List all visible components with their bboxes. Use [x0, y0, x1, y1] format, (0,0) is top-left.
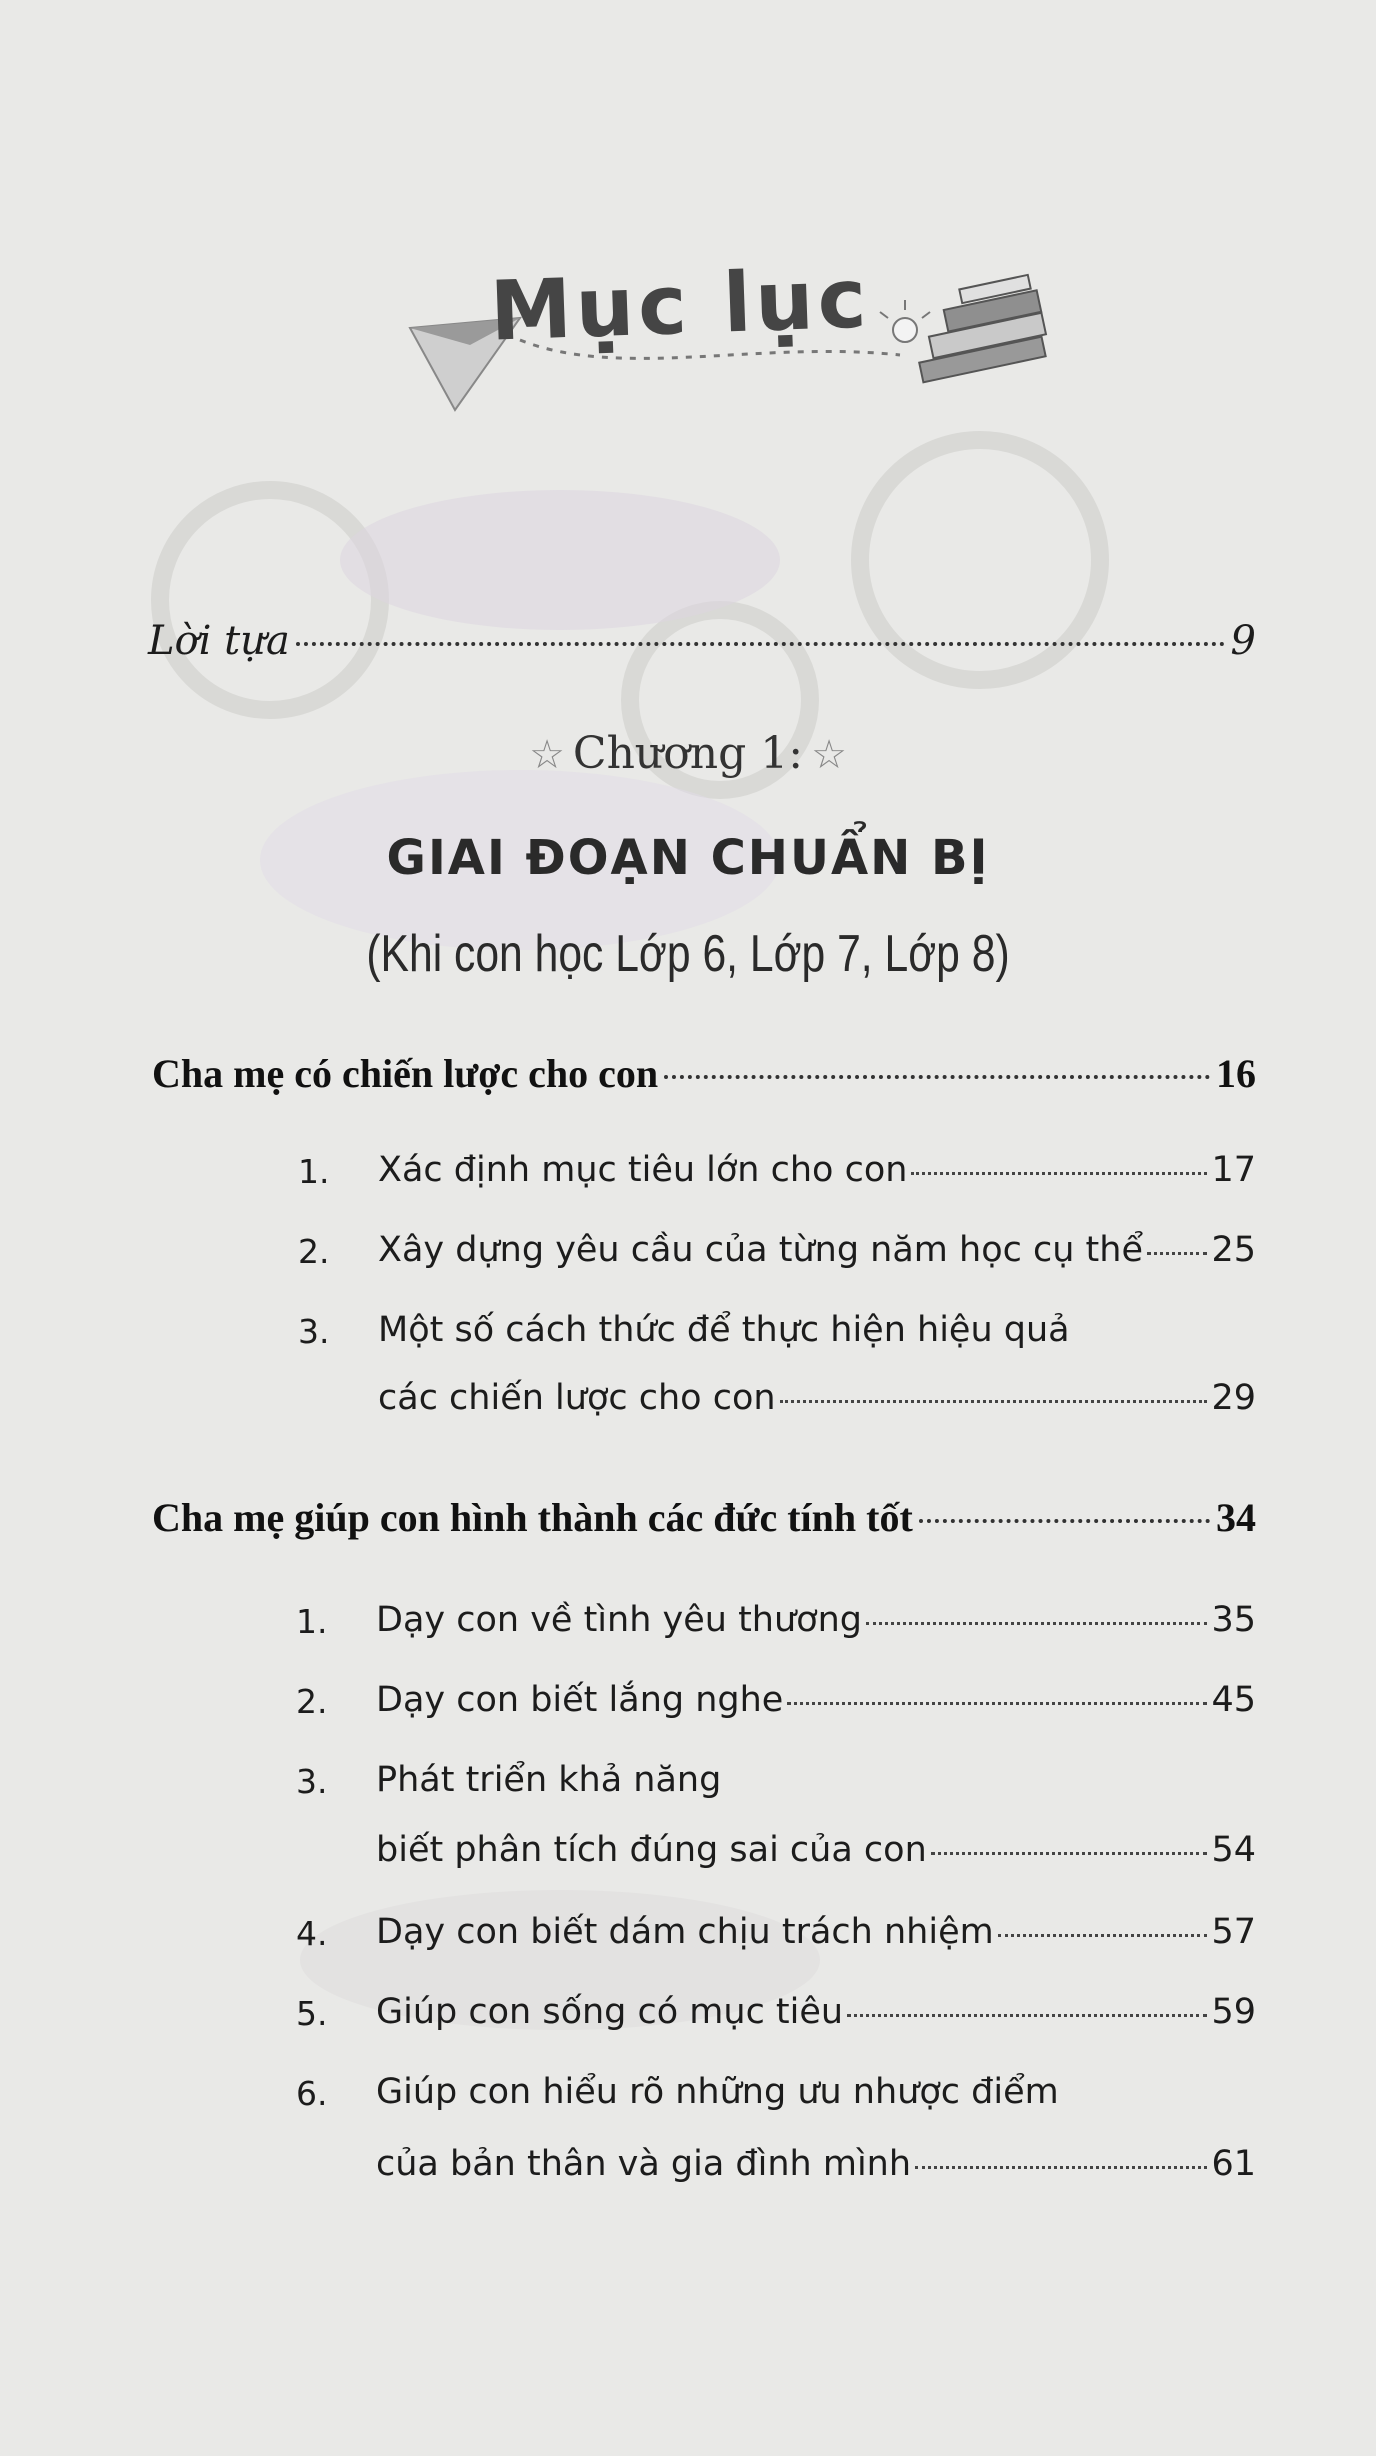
dot-leader	[780, 1400, 1208, 1403]
item-title-line: Phát triển khả năng	[376, 1760, 722, 1800]
toc-entry-preface[interactable]	[148, 618, 1256, 664]
chapter-subtitle: (Khi con học Lớp 6, Lớp 7, Lớp 8)	[366, 925, 1010, 983]
item-number: 3.	[296, 1762, 328, 1801]
toc-item[interactable]	[376, 2144, 1256, 2184]
item-title: của bản thân và gia đình mình	[376, 2144, 912, 2184]
toc-item[interactable]	[376, 1830, 1256, 1870]
page-number: 34	[1216, 1495, 1256, 1540]
item-number: 1.	[296, 1602, 328, 1641]
dot-leader	[911, 1172, 1207, 1175]
dot-leader	[664, 1075, 1210, 1079]
chapter-label: ☆ Chương 1: ☆	[529, 728, 847, 779]
page-number: 35	[1211, 1600, 1256, 1640]
toc-section[interactable]	[152, 1494, 1256, 1541]
page-number: 25	[1211, 1230, 1256, 1270]
toc-item[interactable]	[378, 1230, 1256, 1270]
page-number: 59	[1211, 1992, 1256, 2032]
item-number: 5.	[296, 1994, 328, 2033]
star-icon: ☆	[811, 732, 847, 778]
section-title: Cha mẹ có chiến lược cho con	[152, 1051, 659, 1096]
books-icon	[919, 275, 1046, 382]
item-number: 1.	[298, 1152, 330, 1191]
item-title: Dạy con về tình yêu thương	[376, 1600, 862, 1640]
lightbulb-icon	[880, 300, 930, 342]
page-number: 54	[1211, 1830, 1256, 1870]
page-number: 61	[1211, 2144, 1256, 2184]
item-number: 3.	[298, 1312, 330, 1351]
chapter-title: GIAI ĐOẠN CHUẨN BỊ	[386, 830, 990, 886]
section-title: Cha mẹ giúp con hình thành các đức tính tốt	[152, 1495, 913, 1540]
item-title: Giúp con sống có mục tiêu	[376, 1992, 844, 2032]
item-title-line: Giúp con hiểu rõ những ưu nhược điểm	[376, 2072, 1059, 2112]
item-title-line: Một số cách thức để thực hiện hiệu quả	[378, 1310, 1070, 1350]
toc-item[interactable]	[376, 1680, 1256, 1720]
item-number: 4.	[296, 1914, 328, 1953]
toc-item[interactable]	[376, 1912, 1256, 1952]
toc-section[interactable]	[152, 1050, 1256, 1097]
item-number: 2.	[298, 1232, 330, 1271]
dot-leader	[847, 2014, 1207, 2017]
page-number: 57	[1211, 1912, 1256, 1952]
page-number: 17	[1211, 1150, 1256, 1190]
toc-item[interactable]	[378, 1378, 1256, 1418]
dot-leader	[866, 1622, 1207, 1625]
item-title: Xây dựng yêu cầu của từng năm học cụ thể	[378, 1230, 1143, 1270]
page-number: 9	[1230, 618, 1256, 664]
toc-title: Mục lục	[488, 251, 872, 360]
page-number: 16	[1216, 1051, 1256, 1096]
item-number: 2.	[296, 1682, 328, 1721]
dot-leader	[931, 1852, 1208, 1855]
item-title: Xác định mục tiêu lớn cho con	[378, 1150, 908, 1190]
item-title: biết phân tích đúng sai của con	[376, 1830, 927, 1870]
dot-leader	[296, 642, 1225, 646]
item-title: Dạy con biết lắng nghe	[376, 1680, 784, 1720]
item-number: 6.	[296, 2074, 328, 2113]
dot-leader	[787, 1702, 1207, 1705]
page-number: 29	[1211, 1378, 1256, 1418]
toc-item[interactable]	[376, 1600, 1256, 1640]
toc-item[interactable]	[376, 1992, 1256, 2032]
dot-leader	[919, 1519, 1210, 1523]
page-number: 45	[1211, 1680, 1256, 1720]
toc-item[interactable]	[378, 1150, 1256, 1190]
dot-leader	[915, 2166, 1207, 2169]
item-title: Dạy con biết dám chịu trách nhiệm	[376, 1912, 994, 1952]
entry-label: Lời tựa	[148, 618, 290, 664]
item-title: các chiến lược cho con	[378, 1378, 776, 1418]
star-icon: ☆	[529, 732, 565, 778]
dot-leader	[998, 1934, 1208, 1937]
dot-leader	[1147, 1252, 1207, 1255]
